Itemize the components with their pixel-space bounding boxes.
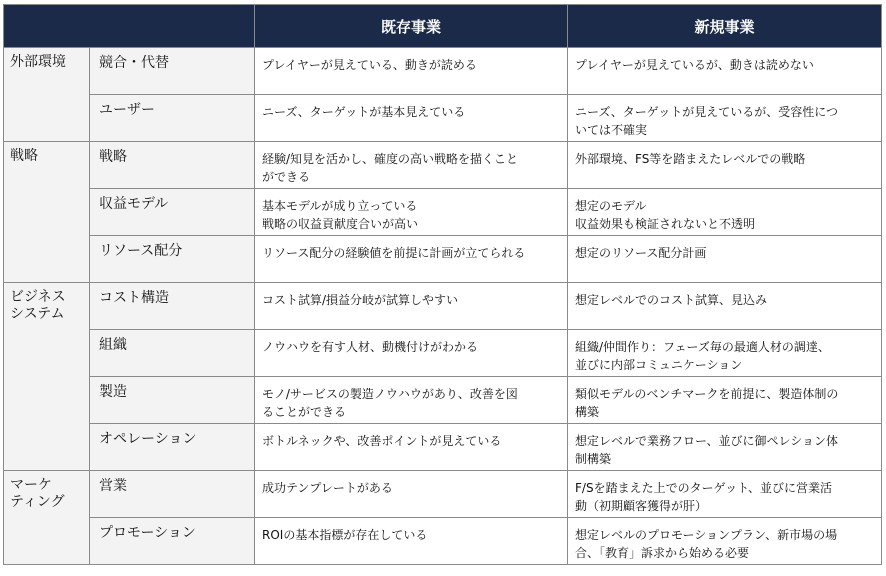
item-cell: 営業 <box>90 471 255 518</box>
existing-cell: 経験/知見を活かし、確度の高い戦略を描くこと ができる <box>255 142 568 189</box>
table-row <box>4 330 882 377</box>
table-row <box>4 189 882 236</box>
existing-cell: 成功テンプレートがある <box>255 471 568 518</box>
item-cell: オペレーション <box>90 424 255 471</box>
existing-cell: コスト試算/損益分岐が試算しやすい <box>255 283 568 330</box>
header-existing: 既存事業 <box>255 5 568 48</box>
existing-cell: ニーズ、ターゲットが基本見えている <box>255 95 568 142</box>
new-cell: 想定のリソース配分計画 <box>568 236 882 283</box>
existing-cell: ROIの基本指標が存在している <box>255 518 568 565</box>
table-row <box>4 48 882 95</box>
item-cell: ユーザー <box>90 95 255 142</box>
new-cell: 組織/仲間作り：フェーズ毎の最適人材の調達、 並びに内部コミュニケーション <box>568 330 882 377</box>
comparison-table-wrapper <box>3 4 881 565</box>
existing-cell: ノウハウを有す人材、動機付けがわかる <box>255 330 568 377</box>
category-cell: ビジネス システム <box>4 283 90 471</box>
new-cell: 想定レベルのプロモーションプラン、新市場の場 合、「教育」訴求から始める必要 <box>568 518 882 565</box>
new-cell: 外部環境、FS等を踏まえたレベルでの戦略 <box>568 142 882 189</box>
new-cell: 想定のモデル 収益効果も検証されないと不透明 <box>568 189 882 236</box>
comparison-table <box>3 4 882 565</box>
existing-cell: 基本モデルが成り立っている 戦略の収益貢献度合いが高い <box>255 189 568 236</box>
new-cell: 想定レベルでのコスト試算、見込み <box>568 283 882 330</box>
item-cell: 戦略 <box>90 142 255 189</box>
existing-cell: モノ/サービスの製造ノウハウがあり、改善を図 ることができる <box>255 377 568 424</box>
item-cell: 製造 <box>90 377 255 424</box>
item-cell: 収益モデル <box>90 189 255 236</box>
item-cell: プロモーション <box>90 518 255 565</box>
existing-cell: リソース配分の経験値を前提に計画が立てられる <box>255 236 568 283</box>
new-cell: 類似モデルのベンチマークを前提に、製造体制の 構築 <box>568 377 882 424</box>
table-row <box>4 236 882 283</box>
header-new: 新規事業 <box>568 5 882 48</box>
existing-cell: プレイヤーが見えている、動きが読める <box>255 48 568 95</box>
new-cell: F/Sを踏まえた上でのターゲット、並びに営業活 動（初期顧客獲得が肝） <box>568 471 882 518</box>
category-cell: マーケ ティング <box>4 471 90 565</box>
header-row <box>4 5 882 48</box>
new-cell: 想定レベルで業務フロー、並びに御ペレション体 制構築 <box>568 424 882 471</box>
table-row <box>4 283 882 330</box>
new-cell: ニーズ、ターゲットが見えているが、受容性につ いては不確実 <box>568 95 882 142</box>
item-cell: リソース配分 <box>90 236 255 283</box>
category-cell: 外部環境 <box>4 48 90 142</box>
existing-cell: ボトルネックや、改善ポイントが見えている <box>255 424 568 471</box>
table-row <box>4 95 882 142</box>
table-row <box>4 471 882 518</box>
item-cell: 組織 <box>90 330 255 377</box>
table-row <box>4 518 882 565</box>
table-row <box>4 377 882 424</box>
category-cell: 戦略 <box>4 142 90 283</box>
table-row <box>4 142 882 189</box>
item-cell: 競合・代替 <box>90 48 255 95</box>
header-blank <box>4 5 255 48</box>
item-cell: コスト構造 <box>90 283 255 330</box>
table-row <box>4 424 882 471</box>
new-cell: プレイヤーが見えているが、動きは読めない <box>568 48 882 95</box>
